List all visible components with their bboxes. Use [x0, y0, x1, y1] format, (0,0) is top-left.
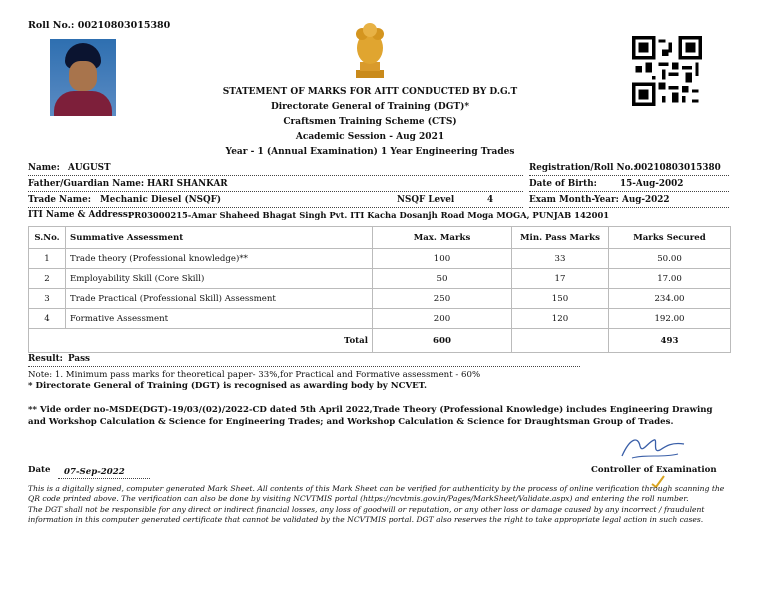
subtitle-year: Year - 1 (Annual Examination) 1 Year Engineering Trades	[225, 147, 515, 157]
row-sno: 4	[29, 309, 66, 329]
trade-value: Mechanic Diesel (NSQF)	[100, 195, 222, 205]
nsqf-value: 4	[487, 195, 494, 205]
reg-label: Registration/Roll No.:	[529, 163, 637, 173]
subtitle-cts: Craftsmen Training Scheme (CTS)	[283, 117, 457, 127]
table-row	[29, 309, 731, 329]
signature-icon	[618, 432, 688, 464]
row-max-marks: 200	[373, 309, 512, 329]
row-min-pass: 17	[512, 269, 609, 289]
father-value: HARI SHANKAR	[147, 179, 228, 189]
disclaimer-liability: The DGT shall not be responsible for any direct or indirect financial losses, any loss of goodwill or reputation, or any other loss or damage caused by any incorrect / fraudulent information in this computer generated certificate that cannot be validated by the NCVTMIS portal. DGT also reserves the right to take appropriate legal action in such cases.	[28, 505, 705, 525]
header-assessment: Summative Assessment	[66, 227, 373, 249]
row-marks-secured: 50.00	[609, 249, 731, 269]
trade-label: Trade Name:	[28, 195, 91, 205]
result-label: Result:	[28, 354, 63, 364]
header-max-marks: Max. Marks	[373, 227, 512, 249]
row-sno: 1	[29, 249, 66, 269]
row-min-pass: 120	[512, 309, 609, 329]
note-vide-order: ** Vide order no-MSDE(DGT)-19/03/(02)/2022-CD dated 5th April 2022,Trade Theory (Professional Knowledge) includes Engineering Drawing and Workshop Calculation & Science for Engineering Trades; and Workshop Calculation & Science for Draughtsman Group of Trades.	[28, 405, 713, 427]
iti-label: ITI Name & Address:	[28, 210, 132, 220]
qr-code-icon	[632, 36, 702, 106]
national-emblem-icon	[348, 20, 392, 82]
row-assessment: Formative Assessment	[66, 309, 373, 329]
row-max-marks: 50	[373, 269, 512, 289]
table-row	[29, 269, 731, 289]
row-assessment: Trade theory (Professional knowledge)**	[66, 249, 373, 269]
row-max-marks: 250	[373, 289, 512, 309]
name-value: AUGUST	[68, 163, 111, 173]
row-sno: 3	[29, 289, 66, 309]
father-label: Father/Guardian Name:	[28, 179, 145, 189]
result-value: Pass	[68, 354, 90, 364]
table-total-row	[29, 329, 731, 353]
row-max-marks: 100	[373, 249, 512, 269]
table-header-row	[29, 227, 731, 249]
row-sno: 2	[29, 269, 66, 289]
header-marks-secured: Marks Secured	[609, 227, 731, 249]
name-label: Name:	[28, 163, 60, 173]
table-row	[29, 249, 731, 269]
controller-title: Controller of Examination	[591, 465, 717, 475]
reg-value: 00210803015380	[635, 163, 721, 173]
header-min-pass: Min. Pass Marks	[512, 227, 609, 249]
note-awarding-body: * Directorate General of Training (DGT) is recognised as awarding body by NCVET.	[28, 381, 427, 391]
candidate-photo	[50, 39, 116, 116]
disclaimer-verification: This is a digitally signed, computer generated Mark Sheet. All contents of this Mark Sheet can be verified for authenticity by the process of online verification through scanning the QR code printed above. The verification can also be done by visiting NCVTMIS portal (https://ncvtmis.gov.in/Pages/MarkSheet/Validate.aspx) and entering the roll number.	[28, 484, 725, 504]
roll-number: Roll No.: 00210803015380	[28, 20, 171, 31]
row-min-pass: 150	[512, 289, 609, 309]
nsqf-label: NSQF Level	[397, 195, 455, 205]
total-marks-secured: 493	[609, 329, 731, 353]
row-assessment: Trade Practical (Professional Skill) Assessment	[66, 289, 373, 309]
subtitle-session: Academic Session - Aug 2021	[295, 132, 445, 142]
exam-value: Aug-2022	[622, 195, 670, 205]
note-pass-marks: Note: 1. Minimum pass marks for theoretical paper- 33%,for Practical and Formative assessment - 60%	[28, 370, 481, 380]
header-sno: S.No.	[29, 227, 66, 249]
marks-table	[28, 226, 731, 353]
exam-label: Exam Month-Year:	[529, 195, 619, 205]
dob-label: Date of Birth:	[529, 179, 597, 189]
total-max-marks: 600	[373, 329, 512, 353]
document-title: STATEMENT OF MARKS FOR AITT CONDUCTED BY D.G.T	[222, 87, 518, 97]
row-assessment: Employability Skill (Core Skill)	[66, 269, 373, 289]
date-value: 07-Sep-2022	[64, 467, 125, 477]
iti-value: PR03000215-Amar Shaheed Bhagat Singh Pvt. ITI Kacha Dosanjh Road Moga MOGA, PUNJAB 142001	[128, 210, 610, 220]
total-label: Total	[66, 329, 373, 353]
table-row	[29, 289, 731, 309]
date-label: Date	[28, 465, 51, 475]
subtitle-dgt: Directorate General of Training (DGT)*	[270, 102, 470, 112]
dob-value: 15-Aug-2002	[620, 179, 684, 189]
row-marks-secured: 192.00	[609, 309, 731, 329]
row-marks-secured: 234.00	[609, 289, 731, 309]
row-marks-secured: 17.00	[609, 269, 731, 289]
row-min-pass: 33	[512, 249, 609, 269]
